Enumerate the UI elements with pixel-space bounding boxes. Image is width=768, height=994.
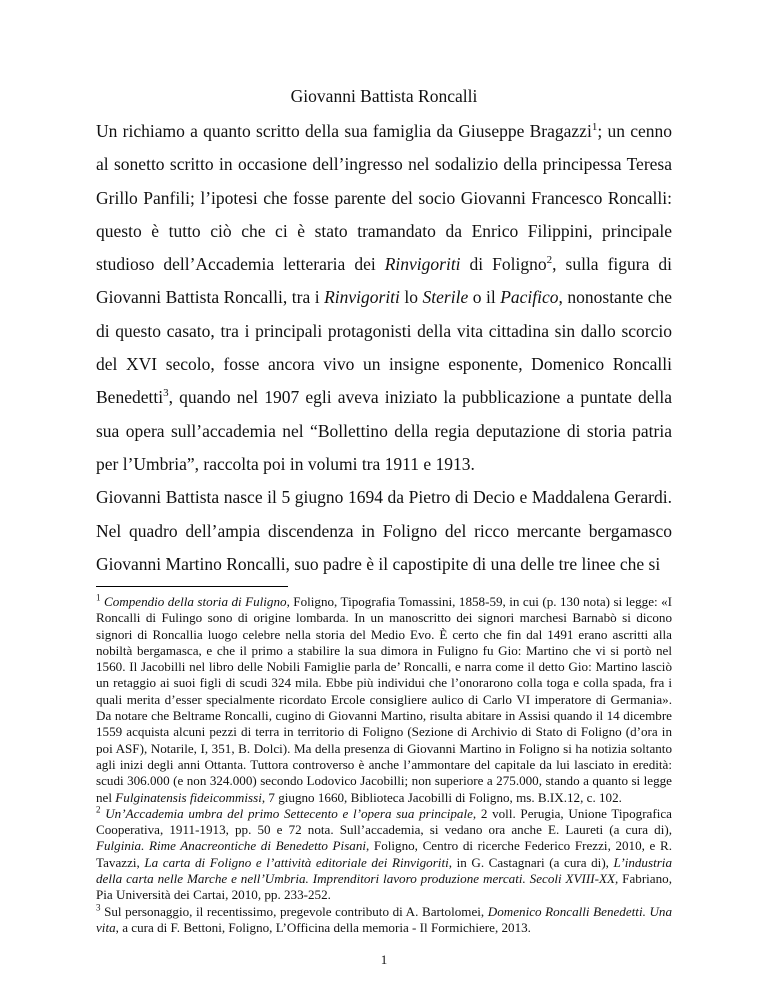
italic-title: Compendio della storia di Fuligno <box>103 594 287 609</box>
text-run: , nonostante che di questo casato, tra i principali protagonisti della vita cittadina sin dallo scorcio del XVI secolo, fosse ancora vivo un insigne esponente, Domenico Roncalli Benedetti <box>96 287 672 408</box>
text-run: , sulla figura di Giovanni Battista Roncalli, tra i <box>96 254 672 308</box>
footnote-ref-2[interactable]: 2 <box>546 254 553 267</box>
text-run: di Foligno <box>460 254 547 275</box>
text-run: , a cura di F. Bettoni, Foligno, L’Officina della memoria - Il Formichiere, 2013. <box>115 919 531 935</box>
italic-title: Domenico Roncalli Benedetti. Una vita <box>96 903 673 935</box>
footnote-number: 3 <box>96 902 101 913</box>
text-run: , in G. Castagnari (a cura di), <box>448 854 614 870</box>
paragraph-2: Giovanni Battista nasce il 5 giugno 1694 da Pietro di Decio e Maddalena Gerardi. Nel quadro dell’ampia discendenza in Foligno del ricco mercante bergamasco Giovanni Martino Roncalli, suo padre è il capostipite di una delle tre linee che si <box>96 487 672 574</box>
italic-term: Rinvigoriti <box>324 287 400 308</box>
footnote-number: 2 <box>96 804 101 815</box>
footnote-3 <box>96 904 672 937</box>
text-run: , Fabriano, Pia Università dei Cartai, 2010, pp. 233-252. <box>96 871 672 903</box>
text-run: , 2 voll. Perugia, Unione Tipografica Cooperativa, 1911-1913, pp. 50 e 72 nota. Sull’accademia, si vedano ora anche E. Laureti (a cura di), <box>96 805 672 838</box>
italic-title: L’industria della carta nelle Marche e nell’Umbria. Imprenditori lavoro produzione mercati. Secoli XVIII-XX <box>96 854 672 887</box>
text-run: Sul personaggio, il recentissimo, pregevole contributo di A. Bartolomei, <box>100 903 488 919</box>
italic-title: Un’Accademia umbra del primo Settecento e l’opera sua principale <box>105 805 473 821</box>
italic-term: Rinvigoriti <box>384 254 461 275</box>
page-title: Giovanni Battista Roncalli <box>290 86 478 106</box>
italic-title: Fulginatensis fideicommissi <box>115 789 262 805</box>
footnote-number: 1 <box>96 592 101 603</box>
text-run: , 7 giugno 1660, Biblioteca Jacobilli di Foligno, ms. B.IX.12, c. 102. <box>261 789 622 805</box>
italic-term: Sterile <box>422 287 469 308</box>
footnote-ref-1[interactable]: 1 <box>591 121 598 134</box>
italic-title: La carta di Foligno e l’attività editoriale dei Rinvigoriti <box>144 854 449 870</box>
footnote-ref-3[interactable]: 3 <box>163 387 169 400</box>
footnote-separator <box>96 586 288 587</box>
text-run: Un richiamo a quanto scritto della sua famiglia da Giuseppe Bragazzi <box>96 121 592 141</box>
paragraph-1 <box>96 115 672 481</box>
footnote-1 <box>96 594 672 806</box>
page-number: 1 <box>380 952 388 967</box>
text-run: lo <box>399 287 423 308</box>
text-run: , Foligno, Centro di ricerche Federico Frezzi, 2010, e R. Tavazzi, <box>96 838 672 870</box>
italic-term: Pacifico <box>500 287 559 308</box>
text-run: o il <box>468 287 501 308</box>
text-run: , quando nel 1907 egli aveva iniziato la pubblicazione a puntate della sua opera sull’accademia nel “Bollettino della regia deputazione di storia patria per l’Umbria”, raccolta poi in volumi tra 1911 e 1913. <box>96 387 672 474</box>
footnotes <box>96 594 672 936</box>
text-run: , Foligno, Tipografia Tomassini, 1858-59, in cui (p. 130 nota) si legge: «I Roncalli di Fulingo sono di origine lombarda. In un manoscritto dei signori marchesi Barnabò si dicono signori di Roncallia luogo celebre nella storia del Medio Evo. È certo che fin dal 1491 erano ascritti alla nobiltà bergamasca, e che il primo a stabilire la sua dimora in Fuligno fu Gio: Martino che vi si portò nel 1560. Il Jacobilli nel libro delle Nobili Famiglie parla de’ Roncalli, e narra come il detto Gio: Martino lasciò un retaggio ai suoi figli di scudi 324 mila. Ebbe più individui che l’onorarono colla toga e colla spada, fra i quali merita d’esser specialmente ricordato Ercole consigliere aulico di Carlo VI imperatore di Germania». Da notare che Beltrame Roncalli, cugino di Giovanni Martino, risulta abitare in Assisi quando il 14 dicembre 1559 acquista alcuni pezzi di terra in territorio di Foligno (Sezione di Archivio di Stato di Foligno (d’ora in poi ASF), Notarile, I, 351, B. Dolci). Ma della presenza di Giovanni Martino in Foligno si ha notizia soltanto agli inizi degli anni Ottanta. Tuttora controverso è anche l’ammontare del capitale da lui lasciato in eredità: scudi 306.000 (e non 324.000) secondo Lodovico Jacobilli; non superiore a 275.000, stando a quanto si legge nel <box>96 594 673 805</box>
body-text <box>96 115 672 581</box>
text-run: ; un cenno al sonetto scritto in occasione dell’ingresso nel sodalizio della principessa Teresa Grillo Panfili; l’ipotesi che fosse parente del socio Giovanni Francesco Roncalli: questo è tutto ciò che ci è stato tramandato da Enrico Filippini, principale studioso dell’Accademia letteraria dei <box>96 121 672 275</box>
italic-title: Fulginia. Rime Anacreontiche di Benedetto Pisani <box>96 838 367 854</box>
footnote-2 <box>96 806 672 904</box>
